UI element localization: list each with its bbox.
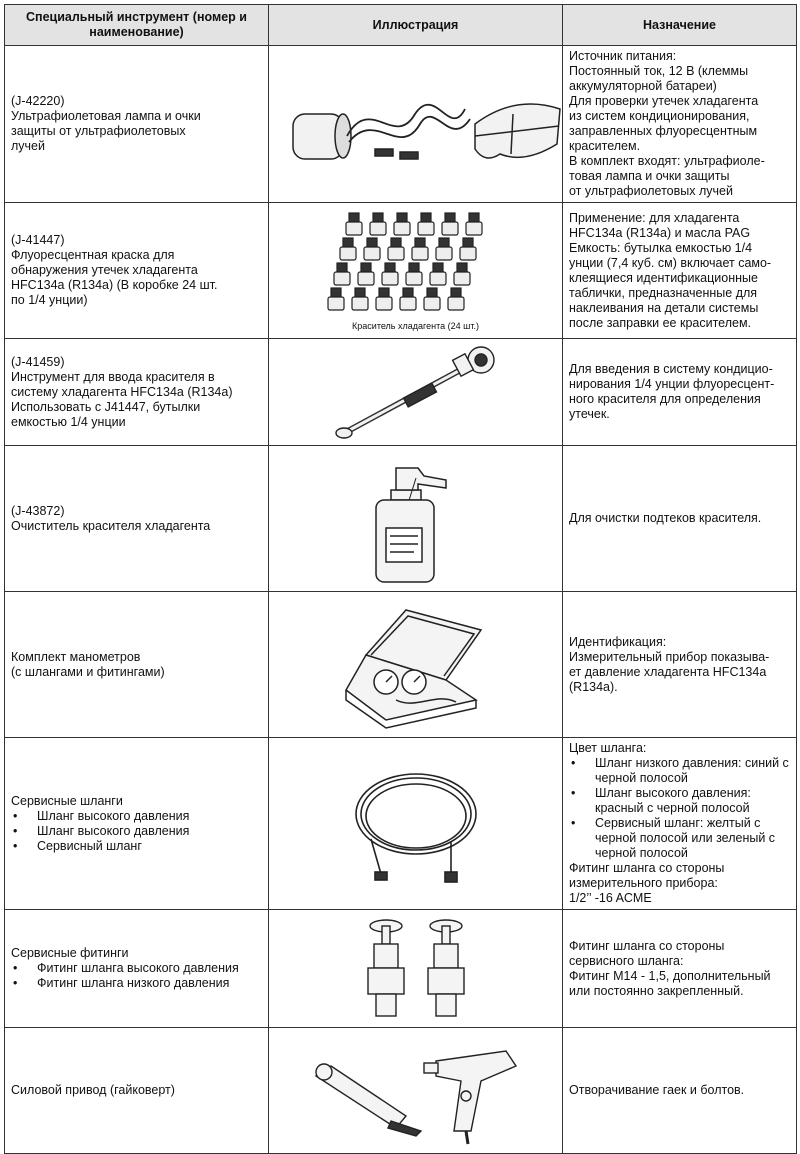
purpose-line: сервисного шланга: bbox=[569, 953, 684, 968]
purpose-line: ет давление хладагента HFC134a bbox=[569, 664, 767, 679]
purpose-cell bbox=[563, 203, 797, 339]
special-tools-table bbox=[4, 4, 797, 1154]
purpose-cell bbox=[563, 738, 797, 910]
tool-bullet: • Фитинг шланга высокого давления bbox=[11, 961, 262, 976]
table-row bbox=[5, 592, 797, 738]
dye-bottle-icon bbox=[454, 263, 470, 285]
tool-line: HFC134a (R134a) (В коробке 24 шт. bbox=[11, 278, 218, 292]
tool-cell bbox=[5, 446, 269, 592]
dye-bottle-icon bbox=[370, 213, 386, 235]
tool-line: Ультрафиолетовая лампа и очки bbox=[11, 109, 201, 123]
purpose-line: Измерительный прибор показыва- bbox=[569, 649, 770, 664]
dye-bottle-icon bbox=[424, 288, 440, 310]
tool-line: (J-41459) bbox=[11, 354, 65, 369]
dye-bottle-icon bbox=[364, 238, 380, 260]
tool-line: (J-41447) bbox=[11, 233, 65, 247]
purpose-cell bbox=[563, 446, 797, 592]
dye-bottle-icon bbox=[358, 263, 374, 285]
purpose-line: В комплект входят: ультрафиоле- bbox=[569, 154, 765, 168]
purpose-line: или постоянно закрепленный. bbox=[569, 983, 744, 998]
uv-lamp-goggles-icon bbox=[269, 46, 563, 203]
purpose-line: товая лампа и очки защиты bbox=[569, 169, 730, 183]
purpose-line: Фитинг M14 - 1,5, дополнительный bbox=[569, 968, 771, 983]
purpose-line: нирования 1/4 унции флуоресцент- bbox=[569, 377, 775, 391]
dye-bottle-icon bbox=[400, 288, 416, 310]
purpose-line: от ультрафиолетовых лучей bbox=[569, 184, 733, 198]
purpose-line: Для проверки утечек хладагента bbox=[569, 94, 759, 108]
purpose-line: аккумуляторной батареи) bbox=[569, 79, 717, 93]
tool-line: систему хладагента HFC134a (R134a) bbox=[11, 384, 233, 399]
purpose-cell bbox=[563, 592, 797, 738]
purpose-line: Источник питания: bbox=[569, 49, 677, 63]
purpose-bullet: • Сервисный шланг: желтый с черной полосой или зеленый с черной полосой bbox=[569, 816, 790, 861]
purpose-line: Для введения в систему кондицио- bbox=[569, 362, 773, 376]
purpose-line: наклеивания на детали системы bbox=[569, 300, 759, 315]
purpose-line: Для очистки подтеков красителя. bbox=[569, 511, 762, 525]
purpose-bullet: • Шланг высокого давления: красный с черной полосой bbox=[569, 786, 790, 816]
dye-bottle-icon bbox=[352, 288, 368, 310]
purpose-line: Идентификация: bbox=[569, 634, 667, 649]
tool-cell bbox=[5, 592, 269, 738]
tool-bullet: • Сервисный шланг bbox=[11, 839, 262, 854]
tool-line: емкостью 1/4 унции bbox=[11, 414, 126, 429]
purpose-cell bbox=[563, 46, 797, 203]
table-row bbox=[5, 738, 797, 910]
tool-cell bbox=[5, 46, 269, 203]
illustration-caption: Краситель хладагента (24 шт.) bbox=[352, 321, 479, 331]
header-tool: Специальный инструмент (номер и наименование) bbox=[5, 5, 269, 46]
purpose-line: красителем. bbox=[569, 139, 641, 153]
tool-line: Силовой привод (гайковерт) bbox=[11, 1083, 175, 1097]
tool-line: Использовать с J41447, бутылки bbox=[11, 399, 201, 414]
purpose-cell bbox=[563, 339, 797, 446]
dye-bottle-icon bbox=[448, 288, 464, 310]
table-row bbox=[5, 203, 797, 339]
service-fittings-icon bbox=[269, 910, 563, 1028]
dye-bottle-icon bbox=[394, 213, 410, 235]
purpose-line: таблички, предназначенные для bbox=[569, 285, 758, 300]
dye-bottle-icon bbox=[466, 213, 482, 235]
tool-bullet: • Шланг высокого давления bbox=[11, 809, 262, 824]
purpose-line: Отворачивание гаек и болтов. bbox=[569, 1083, 745, 1097]
purpose-line: Фитинг шланга со стороны bbox=[569, 861, 725, 875]
dye-bottle-icon bbox=[412, 238, 428, 260]
purpose-line: клеящиеся идентификационные bbox=[569, 270, 758, 285]
tool-title: Сервисные фитинги bbox=[11, 946, 129, 960]
purpose-line: утечек. bbox=[569, 407, 610, 421]
coiled-hose-icon bbox=[269, 738, 563, 910]
tool-bullet: • Шланг высокого давления bbox=[11, 824, 262, 839]
tool-cell bbox=[5, 738, 269, 910]
dye-bottles-icon bbox=[269, 203, 563, 339]
table-row bbox=[5, 46, 797, 203]
dye-bottle-icon bbox=[382, 263, 398, 285]
table-row bbox=[5, 446, 797, 592]
purpose-line: Постоянный ток, 12 В (клеммы bbox=[569, 64, 749, 78]
purpose-line: Применение: для хладагента bbox=[569, 210, 740, 225]
tool-line: лучей bbox=[11, 139, 45, 153]
tool-line: обнаружения утечек хладагента bbox=[11, 263, 198, 277]
dye-injector-icon bbox=[269, 339, 563, 446]
dye-bottle-icon bbox=[406, 263, 422, 285]
header-row bbox=[5, 5, 797, 46]
purpose-line: Емкость: бутылка емкостью 1/4 bbox=[569, 240, 753, 255]
dye-bottle-icon bbox=[334, 263, 350, 285]
purpose-line: унции (7,4 куб. см) включает само- bbox=[569, 255, 772, 270]
tool-line: Комплект манометров bbox=[11, 649, 141, 664]
purpose-line: HFC134a (R134a) и масла PAG bbox=[569, 225, 751, 240]
purpose-title: Цвет шланга: bbox=[569, 741, 647, 755]
tool-line: Флуоресцентная краска для bbox=[11, 248, 175, 262]
dye-bottle-icon bbox=[388, 238, 404, 260]
purpose-line: заправленных флуоресцентным bbox=[569, 124, 758, 138]
dye-bottle-icon bbox=[328, 288, 344, 310]
dye-bottle-icon bbox=[376, 288, 392, 310]
tool-line: защиты от ультрафиолетовых bbox=[11, 124, 186, 138]
purpose-line: (R134a). bbox=[569, 679, 618, 694]
spray-bottle-icon bbox=[269, 446, 563, 592]
header-illustration: Иллюстрация bbox=[269, 5, 563, 46]
tool-bullet: • Фитинг шланга низкого давления bbox=[11, 976, 262, 991]
dye-bottle-icon bbox=[442, 213, 458, 235]
purpose-line: из систем кондиционирования, bbox=[569, 109, 750, 123]
purpose-line: измерительного прибора: bbox=[569, 876, 718, 890]
tool-cell bbox=[5, 910, 269, 1028]
tool-line: (J-43872) bbox=[11, 503, 65, 518]
tool-line: (с шлангами и фитингами) bbox=[11, 664, 165, 679]
purpose-cell bbox=[563, 910, 797, 1028]
table-row bbox=[5, 910, 797, 1028]
tool-line: Очиститель красителя хладагента bbox=[11, 518, 211, 533]
manifold-gauge-case-icon bbox=[269, 592, 563, 738]
purpose-bullet: • Шланг низкого давления: синий с черной полосой bbox=[569, 756, 790, 786]
dye-bottle-icon bbox=[430, 263, 446, 285]
tool-title: Сервисные шланги bbox=[11, 793, 123, 808]
dye-bottle-icon bbox=[436, 238, 452, 260]
tool-line: (J-42220) bbox=[11, 94, 65, 108]
purpose-line: Фитинг шланга со стороны bbox=[569, 938, 725, 953]
tool-cell bbox=[5, 339, 269, 446]
tool-cell bbox=[5, 203, 269, 339]
dye-bottle-icon bbox=[418, 213, 434, 235]
purpose-line: 1/2’’ -16 ACME bbox=[569, 891, 652, 905]
table-row bbox=[5, 339, 797, 446]
tool-line: Инструмент для ввода красителя в bbox=[11, 369, 215, 384]
purpose-line: после заправки ее красителем. bbox=[569, 315, 752, 330]
header-purpose: Назначение bbox=[563, 5, 797, 46]
dye-bottle-icon bbox=[340, 238, 356, 260]
purpose-line: ного красителя для определения bbox=[569, 392, 761, 406]
tool-line: по 1/4 унции) bbox=[11, 293, 88, 307]
dye-bottle-icon bbox=[346, 213, 362, 235]
dye-bottle-icon bbox=[460, 238, 476, 260]
